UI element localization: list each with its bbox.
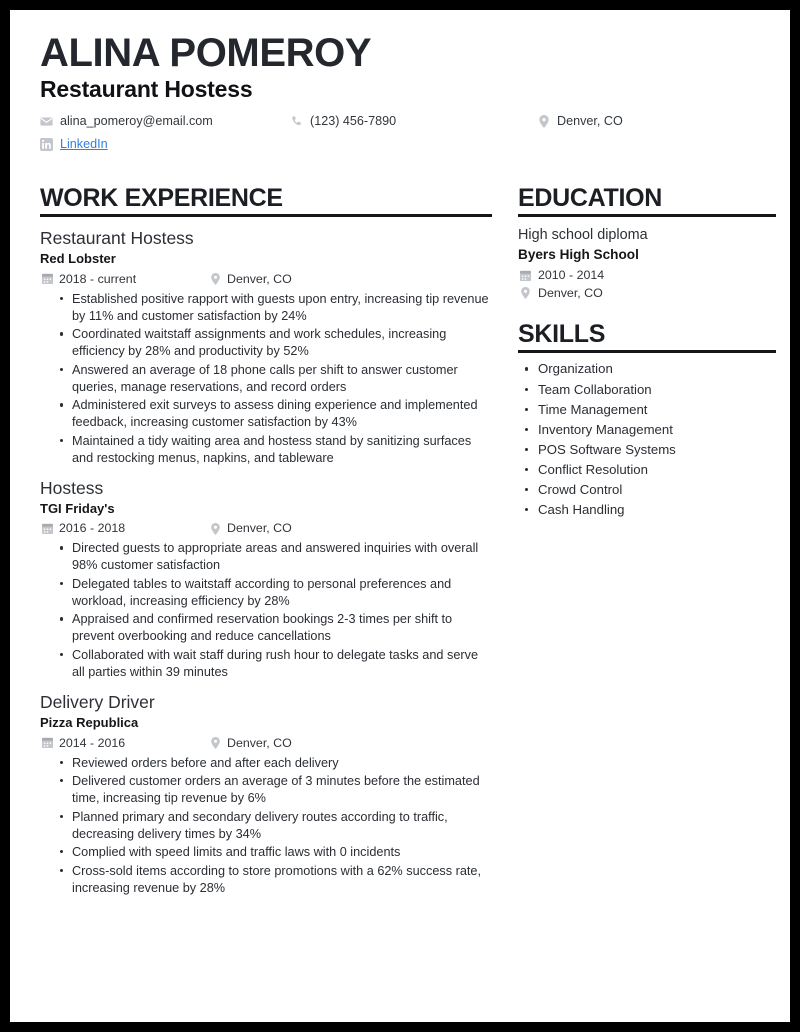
left-column xyxy=(32,185,494,898)
calendar-icon xyxy=(520,270,531,281)
calendar-icon xyxy=(42,273,53,284)
envelope-icon xyxy=(40,115,53,128)
work-entry-title: Delivery Driver xyxy=(40,691,155,712)
work-entry-location xyxy=(210,737,292,749)
work-entry-bullets xyxy=(40,755,494,897)
work-entry-location xyxy=(210,273,292,285)
work-entry-company: Red Lobster xyxy=(40,251,116,267)
work-entry-dates xyxy=(42,273,136,285)
section-skills xyxy=(518,321,780,520)
skills-rule xyxy=(518,350,776,353)
bullet-item: Reviewed orders before and after each delivery xyxy=(40,755,494,772)
location-pin-icon xyxy=(210,523,221,535)
bullet-item: Directed guests to appropriate areas and answered inquiries with overall 98% customer satisfaction xyxy=(40,540,494,574)
work-experience-rule xyxy=(40,214,492,217)
education-dates-text: 2010 - 2014 xyxy=(538,268,605,283)
location-pin-icon xyxy=(538,115,550,128)
skill-item: Conflict Resolution xyxy=(518,460,780,480)
location-pin-icon xyxy=(210,273,221,285)
education-location-text: Denver, CO xyxy=(538,285,603,300)
skills-heading: SKILLS xyxy=(518,320,606,349)
bullet-item: Answered an average of 18 phone calls per shift to answer customer queries, manage reservations, and record orders xyxy=(40,362,494,396)
work-entry-dates-text: 2014 - 2016 xyxy=(59,735,126,750)
skill-item: Cash Handling xyxy=(518,500,780,520)
work-experience-heading: WORK EXPERIENCE xyxy=(40,183,283,212)
skill-item: Crowd Control xyxy=(518,480,780,500)
section-work-experience xyxy=(40,185,494,897)
bullet-item: Established positive rapport with guests upon entry, increasing tip revenue by 11% and customer satisfaction by 24% xyxy=(40,291,494,325)
work-entry-bullets xyxy=(40,540,494,681)
work-entry-company: Pizza Republica xyxy=(40,714,139,730)
resume-header xyxy=(32,32,778,163)
work-entry-location-text: Denver, CO xyxy=(227,735,292,750)
work-entry-dates xyxy=(42,522,125,534)
work-entry-meta xyxy=(40,734,494,753)
work-entry-title: Hostess xyxy=(40,477,104,498)
resume-body xyxy=(32,185,778,898)
education-school: Byers High School xyxy=(518,247,639,263)
work-entry-title: Restaurant Hostess xyxy=(40,228,194,249)
skill-item: Inventory Management xyxy=(518,420,780,440)
skill-item: Team Collaboration xyxy=(518,380,780,400)
bullet-item: Cross-sold items according to store promotions with a 62% success rate, increasing revenue by 28% xyxy=(40,863,494,897)
contact-row-primary xyxy=(40,113,778,138)
work-entry xyxy=(40,478,494,681)
work-entry xyxy=(40,692,494,897)
calendar-icon xyxy=(42,523,53,534)
work-entry xyxy=(40,228,494,467)
location-pin-icon xyxy=(520,287,531,299)
bullet-item: Delivered customer orders an average of 3 minutes before the estimated time, increasing tip revenue by 6% xyxy=(40,773,494,807)
contact-linkedin-text[interactable]: LinkedIn xyxy=(60,137,108,152)
contact-location xyxy=(538,115,623,128)
work-entry-meta xyxy=(40,519,494,538)
education-degree: High school diploma xyxy=(518,227,648,244)
skill-item: Organization xyxy=(518,359,780,379)
work-entry-dates-text: 2018 - current xyxy=(59,271,137,286)
candidate-name: ALINA POMEROY xyxy=(40,31,372,75)
bullet-item: Complied with speed limits and traffic laws with 0 incidents xyxy=(40,844,494,861)
section-education xyxy=(518,185,780,299)
linkedin-icon xyxy=(40,138,53,151)
work-entry-dates-text: 2016 - 2018 xyxy=(59,521,126,536)
work-entry-location-text: Denver, CO xyxy=(227,521,292,536)
education-location xyxy=(520,287,780,299)
education-entry xyxy=(518,226,780,299)
contact-row-secondary xyxy=(40,138,778,163)
right-column xyxy=(494,185,780,898)
phone-icon xyxy=(290,115,303,128)
bullet-item: Maintained a tidy waiting area and hostess stand by sanitizing surfaces and restocking menus, napkins, and tableware xyxy=(40,433,494,467)
work-entry-dates xyxy=(42,737,125,749)
contact-location-text: Denver, CO xyxy=(557,114,623,129)
education-rule xyxy=(518,214,776,217)
contact-email-text: alina_pomeroy@email.com xyxy=(60,114,213,129)
candidate-job-title: Restaurant Hostess xyxy=(40,76,253,103)
resume-page xyxy=(10,10,790,1022)
education-heading: EDUCATION xyxy=(518,183,663,212)
bullet-item: Administered exit surveys to assess dining experience and implemented feedback, increasing customer satisfaction by 43% xyxy=(40,397,494,431)
bullet-item: Planned primary and secondary delivery routes according to traffic, decreasing delivery times by 34% xyxy=(40,809,494,843)
skill-item: Time Management xyxy=(518,400,780,420)
work-entry-bullets xyxy=(40,291,494,467)
work-entry-meta xyxy=(40,270,494,289)
bullet-item: Delegated tables to waitstaff according to personal preferences and workload, increasing efficiency by 28% xyxy=(40,576,494,610)
work-entry-company: TGI Friday's xyxy=(40,500,115,516)
education-dates xyxy=(520,269,780,281)
calendar-icon xyxy=(42,737,53,748)
bullet-item: Coordinated waitstaff assignments and work schedules, increasing efficiency by 28% and productivity by 52% xyxy=(40,326,494,360)
location-pin-icon xyxy=(210,737,221,749)
contact-linkedin[interactable] xyxy=(40,138,108,151)
bullet-item: Appraised and confirmed reservation bookings 2-3 times per shift to prevent overbooking and reduce cancellations xyxy=(40,611,494,645)
skills-list xyxy=(518,359,780,520)
work-entry-location xyxy=(210,522,292,534)
work-entry-location-text: Denver, CO xyxy=(227,271,292,286)
contact-phone[interactable] xyxy=(290,115,396,128)
contact-email[interactable] xyxy=(40,115,213,128)
contact-phone-text: (123) 456-7890 xyxy=(310,114,397,129)
bullet-item: Collaborated with wait staff during rush hour to delegate tasks and serve all parties within 39 minutes xyxy=(40,647,494,681)
skill-item: POS Software Systems xyxy=(518,440,780,460)
